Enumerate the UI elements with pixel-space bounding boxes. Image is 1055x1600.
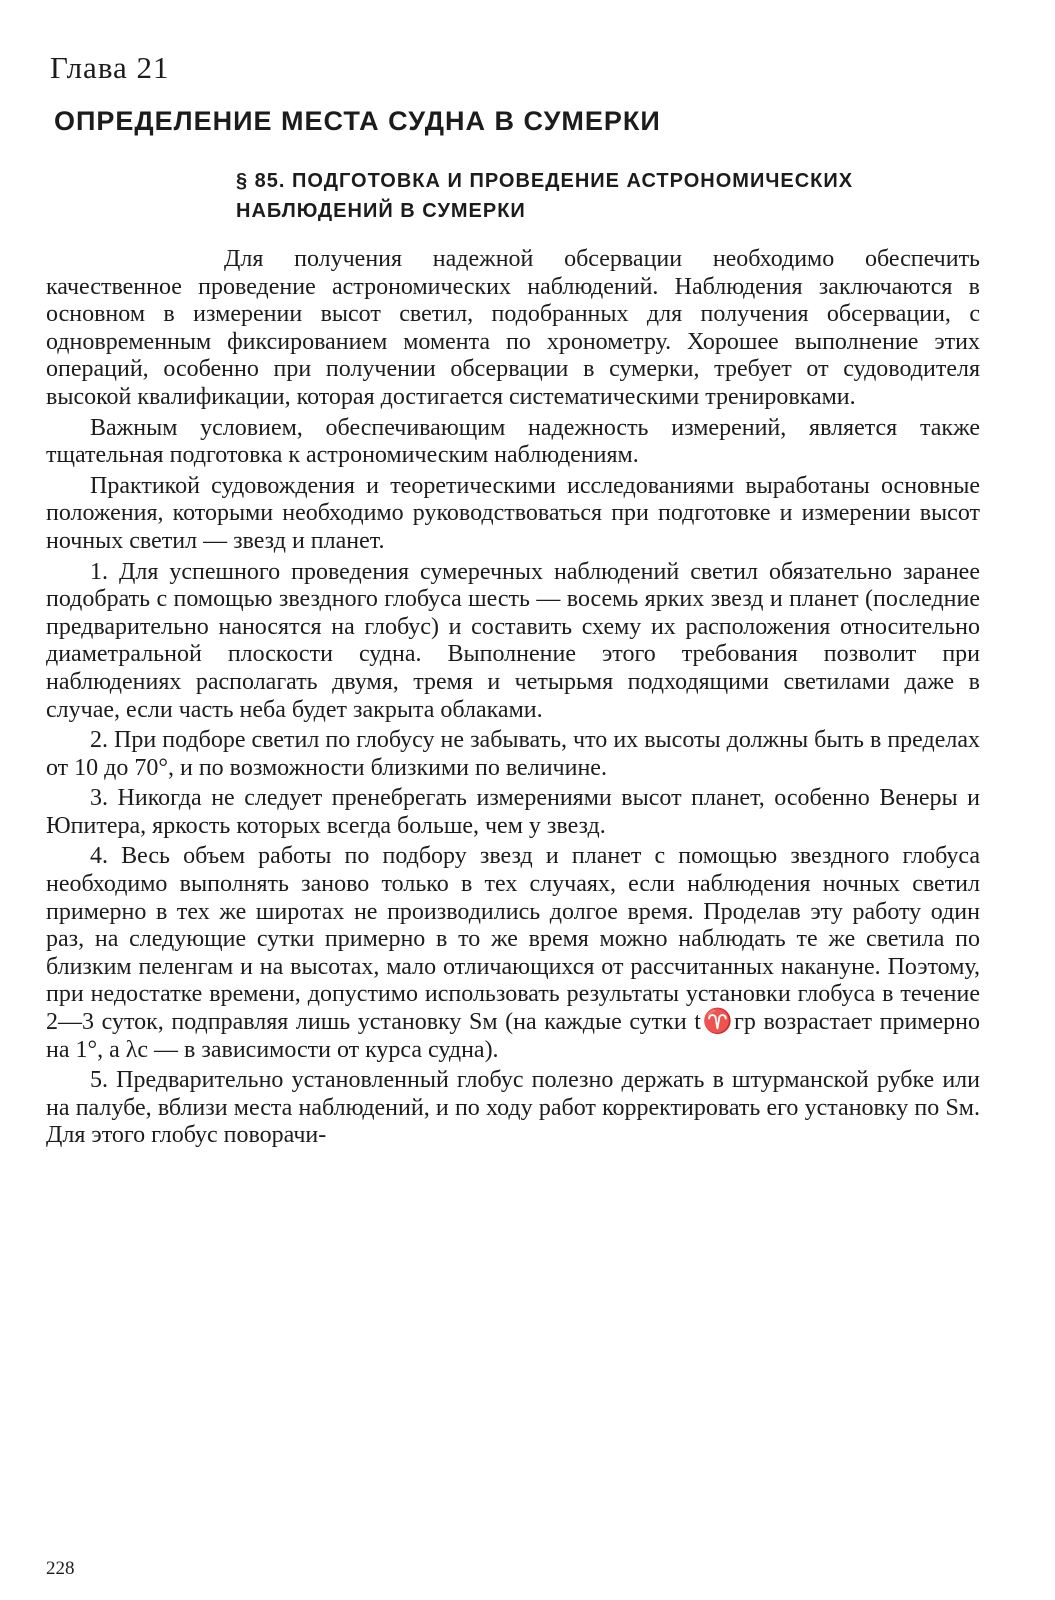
paragraph-condition: Важным условием, обеспечивающим надежность измерений, является также тщательная подготовка к астрономическим наблюдениям. xyxy=(46,414,980,469)
paragraph-item-5: 5. Предварительно установленный глобус полезно держать в штурманской рубке или на палубе, вблизи места наблюдений, и по ходу работ корректировать его установку по Sм. Для этого глобус поворачи- xyxy=(46,1067,980,1149)
paragraph-item-1: 1. Для успешного проведения сумеречных наблюдений светил обязательно заранее подобрать с помощью звездного глобуса шесть — восемь ярких звезд и планет (последние предварительно наносятся на глобус) и составить схему их расположения относительно диаметральной плоскости судна. Выполнение этого требования позволит при наблюдениях располагать двумя, тремя и четырьмя подходящими светилами даже в случае, если часть неба будет закрыта облаками. xyxy=(46,558,980,723)
paragraph-practice: Практикой судовождения и теоретическими исследованиями выработаны основные положения, которыми необходимо руководствоваться при подготовке и измерении высот ночных светил — звезд и планет. xyxy=(46,472,980,554)
paragraph-intro: Для получения надежной обсервации необходимо обеспечить качественное проведение астрономических наблюдений. Наблюдения заключаются в основном в измерении высот светил, подобранных для получения обсервации, с одновременным фиксированием момента по хронометру. Хорошее выполнение этих операций, особенно при получении обсервации в сумерки, требует от судоводителя высокой квалификации, которая достигается систематическими тренировками. xyxy=(46,246,980,410)
page xyxy=(46,48,980,1153)
paragraph-item-2: 2. При подборе светил по глобусу не забывать, что их высоты должны быть в пределах от 10 до 70°, и по возможности близкими по величине. xyxy=(46,727,980,781)
page-number: 228 xyxy=(46,1558,75,1579)
chapter-title: ОПРЕДЕЛЕНИЕ МЕСТА СУДНА В СУМЕРКИ xyxy=(54,106,661,136)
paragraph-item-4: 4. Весь объем работы по подбору звезд и планет с помощью звездного глобуса необходимо выполнять заново только в тех случаях, если наблюдения ночных светил примерно в тех же широтах не производились долгое время. Проделав эту работу один раз, на следующие сутки примерно в то же время можно наблюдать те же светила по близким пеленгам и на высотах, мало отличающихся от рассчитанных накануне. Поэтому, при недостатке времени, допустимо использовать результаты установки глобуса в течение 2—3 суток, подправляя лишь установку Sм (на каждые сутки t♈гр возрастает примерно на 1°, а λс — в зависимости от курса судна). xyxy=(46,843,980,1063)
section-title: § 85. ПОДГОТОВКА И ПРОВЕДЕНИЕ АСТРОНОМИЧЕСКИХ НАБЛЮДЕНИЙ В СУМЕРКИ xyxy=(236,170,854,222)
paragraph-item-3: 3. Никогда не следует пренебрегать измерениями высот планет, особенно Венеры и Юпитера, яркость которых всегда больше, чем у звезд. xyxy=(46,785,980,839)
body-text xyxy=(46,246,980,1150)
chapter-label: Глава 21 xyxy=(50,50,170,85)
